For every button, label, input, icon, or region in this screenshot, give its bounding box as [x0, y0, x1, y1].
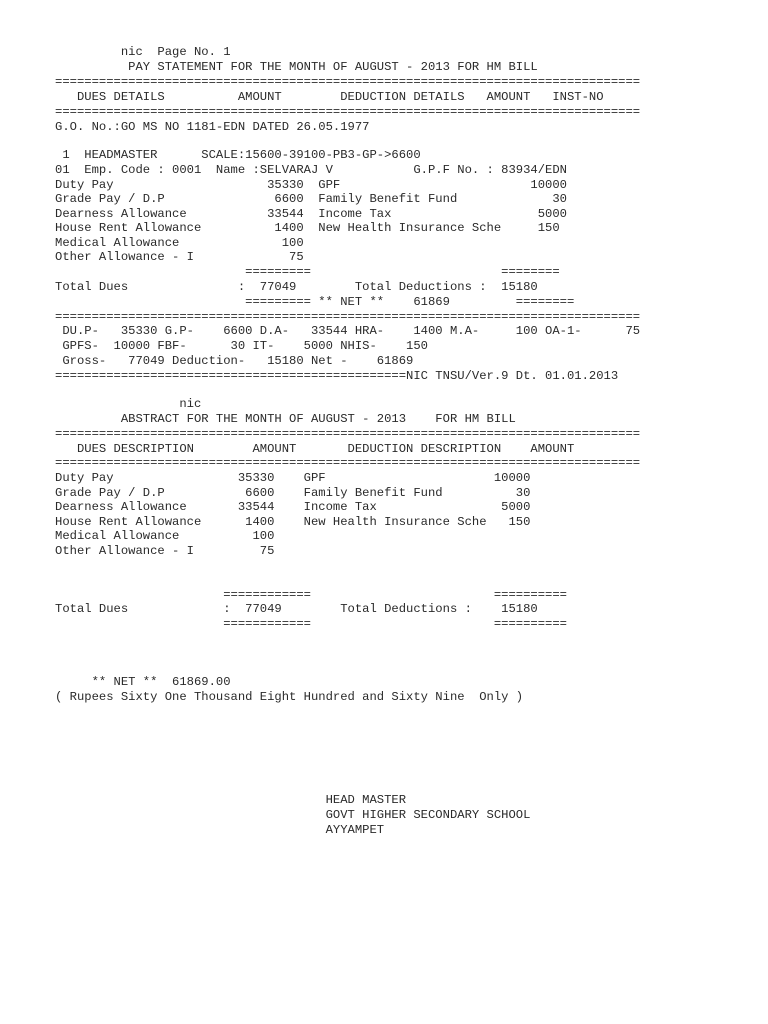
abstract-row: Duty Pay 35330 GPF 10000 [55, 471, 531, 485]
abstract-row: Grade Pay / D.P 6600 Family Benefit Fund 30 [55, 486, 531, 500]
abstract-column-header: DUES DESCRIPTION AMOUNT DEDUCTION DESCRIPTION AMOUNT [55, 442, 575, 456]
statement-row: Grade Pay / D.P 6600 Family Benefit Fund 30 [55, 192, 567, 206]
top-rule: ================================================================================ [55, 75, 641, 89]
go-reference: G.O. No.:GO MS NO 1181-EDN DATED 26.05.1977 [55, 120, 370, 134]
abstract-top-rule: ================================================================================ [55, 427, 641, 441]
abstract-title: ABSTRACT FOR THE MONTH OF AUGUST - 2013 FOR HM BILL [55, 412, 516, 426]
header-rule: ================================================================================ [55, 105, 641, 119]
abstract-row: Dearness Allowance 33544 Income Tax 5000 [55, 500, 531, 514]
signatory-school: GOVT HIGHER SECONDARY SCHOOL [55, 808, 531, 822]
abstract-row: House Rent Allowance 1400 New Health Insurance Sche 150 [55, 515, 531, 529]
designation-line: 1 HEADMASTER SCALE:15600-39100-PB3-GP->6600 [55, 148, 421, 162]
footer-rule: ================================================NIC TNSU/Ver.9 Dt. 01.01.2013 [55, 369, 619, 383]
signatory-title: HEAD MASTER [55, 793, 407, 807]
net-amount-words: ( Rupees Sixty One Thousand Eight Hundred and Sixty Nine Only ) [55, 690, 524, 704]
statement-row: Other Allowance - I 75 [55, 250, 304, 264]
statement-title: PAY STATEMENT FOR THE MONTH OF AUGUST - 2013 FOR HM BILL [55, 60, 538, 74]
statement-row: House Rent Allowance 1400 New Health Insurance Sche 150 [55, 221, 560, 235]
abstract-nic-header: nic [55, 397, 202, 411]
abstract-row: Other Allowance - I 75 [55, 544, 275, 558]
abstract-total-line: Total Dues : 77049 Total Deductions : 15180 [55, 602, 538, 616]
statement-row: Medical Allowance 100 [55, 236, 304, 250]
total-line: Total Dues : 77049 Total Deductions : 15180 [55, 280, 538, 294]
net-line: ========= ** NET ** 61869 ======== [55, 295, 575, 309]
signatory-location: AYYAMPET [55, 823, 385, 837]
employee-line: 01 Emp. Code : 0001 Name :SELVARAJ V G.P.F No. : 83934/EDN [55, 163, 567, 177]
abstract-bottom-rule: ============ ========== [55, 617, 567, 631]
abstract-header-rule: ================================================================================ [55, 456, 641, 470]
subtotal-rule: ========= ======== [55, 265, 560, 279]
summary-line: DU.P- 35330 G.P- 6600 D.A- 33544 HRA- 1400 M.A- 100 OA-1- 75 [55, 324, 641, 338]
statement-column-header: DUES DETAILS AMOUNT DEDUCTION DETAILS AMOUNT INST-NO [55, 90, 604, 104]
abstract-row: Medical Allowance 100 [55, 529, 275, 543]
net-amount-figure: ** NET ** 61869.00 [55, 675, 231, 689]
page-number-header: nic Page No. 1 [55, 45, 231, 59]
summary-line: GPFS- 10000 FBF- 30 IT- 5000 NHIS- 150 [55, 339, 428, 353]
abstract-subtotal-rule: ============ ========== [55, 588, 567, 602]
summary-line: Gross- 77049 Deduction- 15180 Net - 61869 [55, 354, 414, 368]
statement-row: Dearness Allowance 33544 Income Tax 5000 [55, 207, 567, 221]
summary-rule: ================================================================================ [55, 310, 641, 324]
statement-row: Duty Pay 35330 GPF 10000 [55, 178, 567, 192]
